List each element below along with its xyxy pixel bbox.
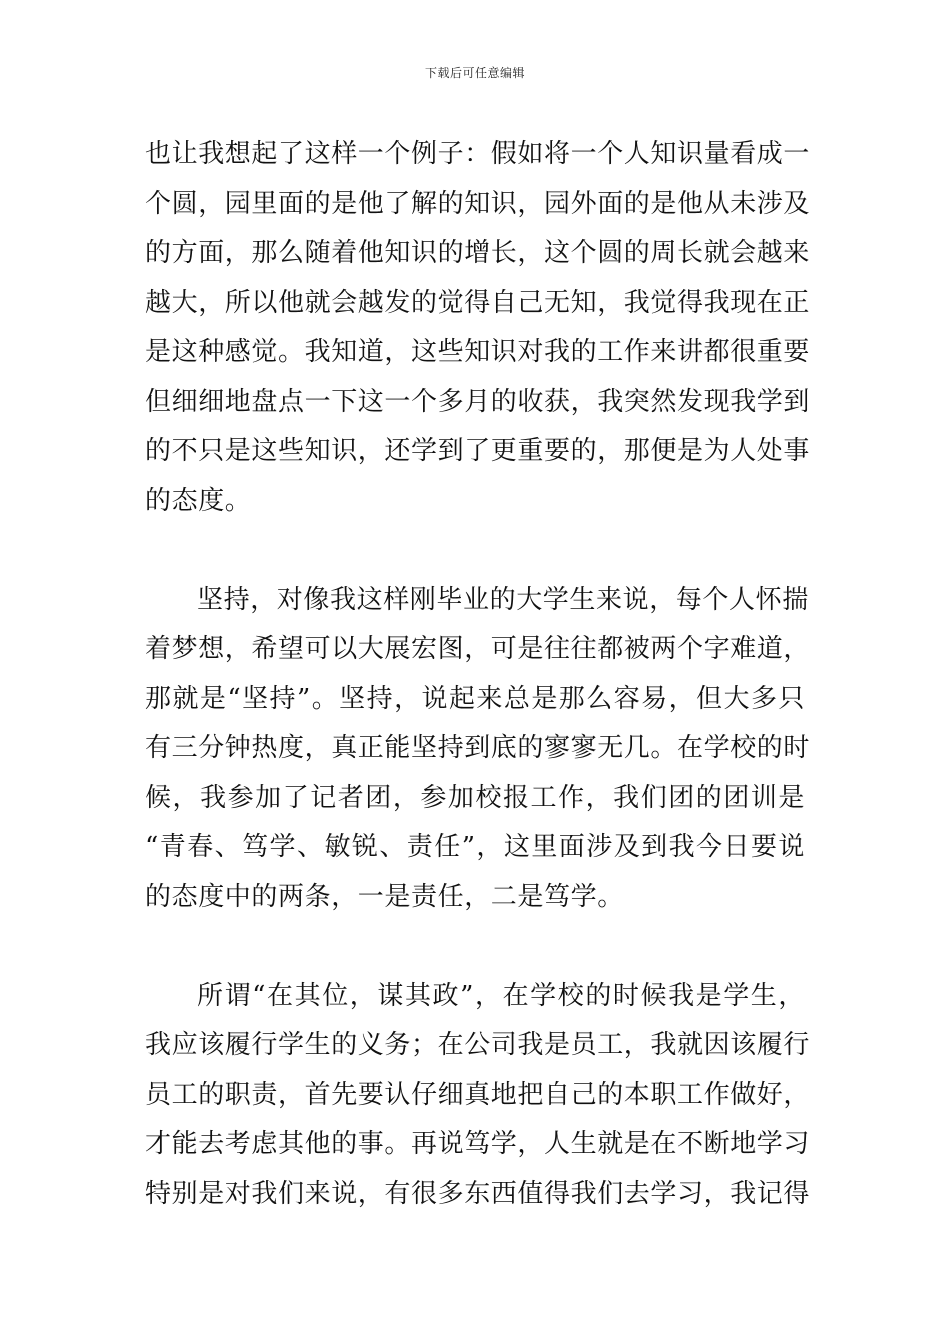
text-line: 有三分钟热度，真正能坚持到底的寥寥无几。在学校的时	[145, 733, 811, 763]
page-header: 下载后可任意编辑	[424, 66, 525, 80]
text-line: 所谓“在其位，谋其政”，在学校的时候我是学生，	[197, 980, 805, 1011]
text-line: 的方面，那么随着他知识的增长，这个圆的周长就会越来	[145, 238, 811, 268]
paragraph-3	[145, 972, 811, 1220]
text-line: 个圆，园里面的是他了解的知识，园外面的是他从未涉及	[145, 188, 811, 219]
text-line: 候，我参加了记者团，参加校报工作，我们团的团训是	[145, 782, 805, 813]
text-line: 着梦想，希望可以大展宏图，可是往往都被两个字难道，	[145, 634, 811, 664]
text-line: 特别是对我们来说，有很多东西值得我们去学习，我记得	[145, 1178, 811, 1209]
paragraph-1	[145, 130, 811, 526]
text-line: 越大，所以他就会越发的觉得自己无知，我觉得我现在正	[145, 287, 811, 318]
text-line: 是这种感觉。我知道，这些知识对我的工作来讲都很重要	[145, 337, 811, 367]
text-line: 也让我想起了这样一个例子：假如将一个人知识量看成一	[145, 139, 811, 169]
text-line: 那就是“坚持”。坚持，说起来总是那么容易，但大多只	[145, 683, 805, 714]
paragraph-spacer	[145, 922, 805, 972]
text-line: 我应该履行学生的义务；在公司我是员工，我就因该履行	[145, 1030, 811, 1060]
text-line: 才能去考虑其他的事。再说笃学，人生就是在不断地学习	[145, 1129, 811, 1159]
text-line: 的态度。	[145, 485, 252, 516]
text-line: 但细细地盘点一下这一个多月的收获，我突然发现我学到	[145, 386, 811, 417]
document-body	[145, 130, 811, 1219]
paragraph-2	[145, 576, 811, 923]
text-line: 的不只是这些知识，还学到了更重要的，那便是为人处事	[145, 436, 811, 466]
text-line: 的态度中的两条，一是责任，二是笃学。	[145, 881, 624, 912]
text-line: “青春、笃学、敏锐、责任”，这里面涉及到我今日要说	[145, 832, 805, 862]
text-line: 坚持，对像我这样刚毕业的大学生来说，每个人怀揣	[197, 584, 809, 615]
text-line: 员工的职责，首先要认仔细真地把自己的本职工作做好，	[145, 1079, 811, 1110]
paragraph-spacer	[145, 526, 805, 576]
